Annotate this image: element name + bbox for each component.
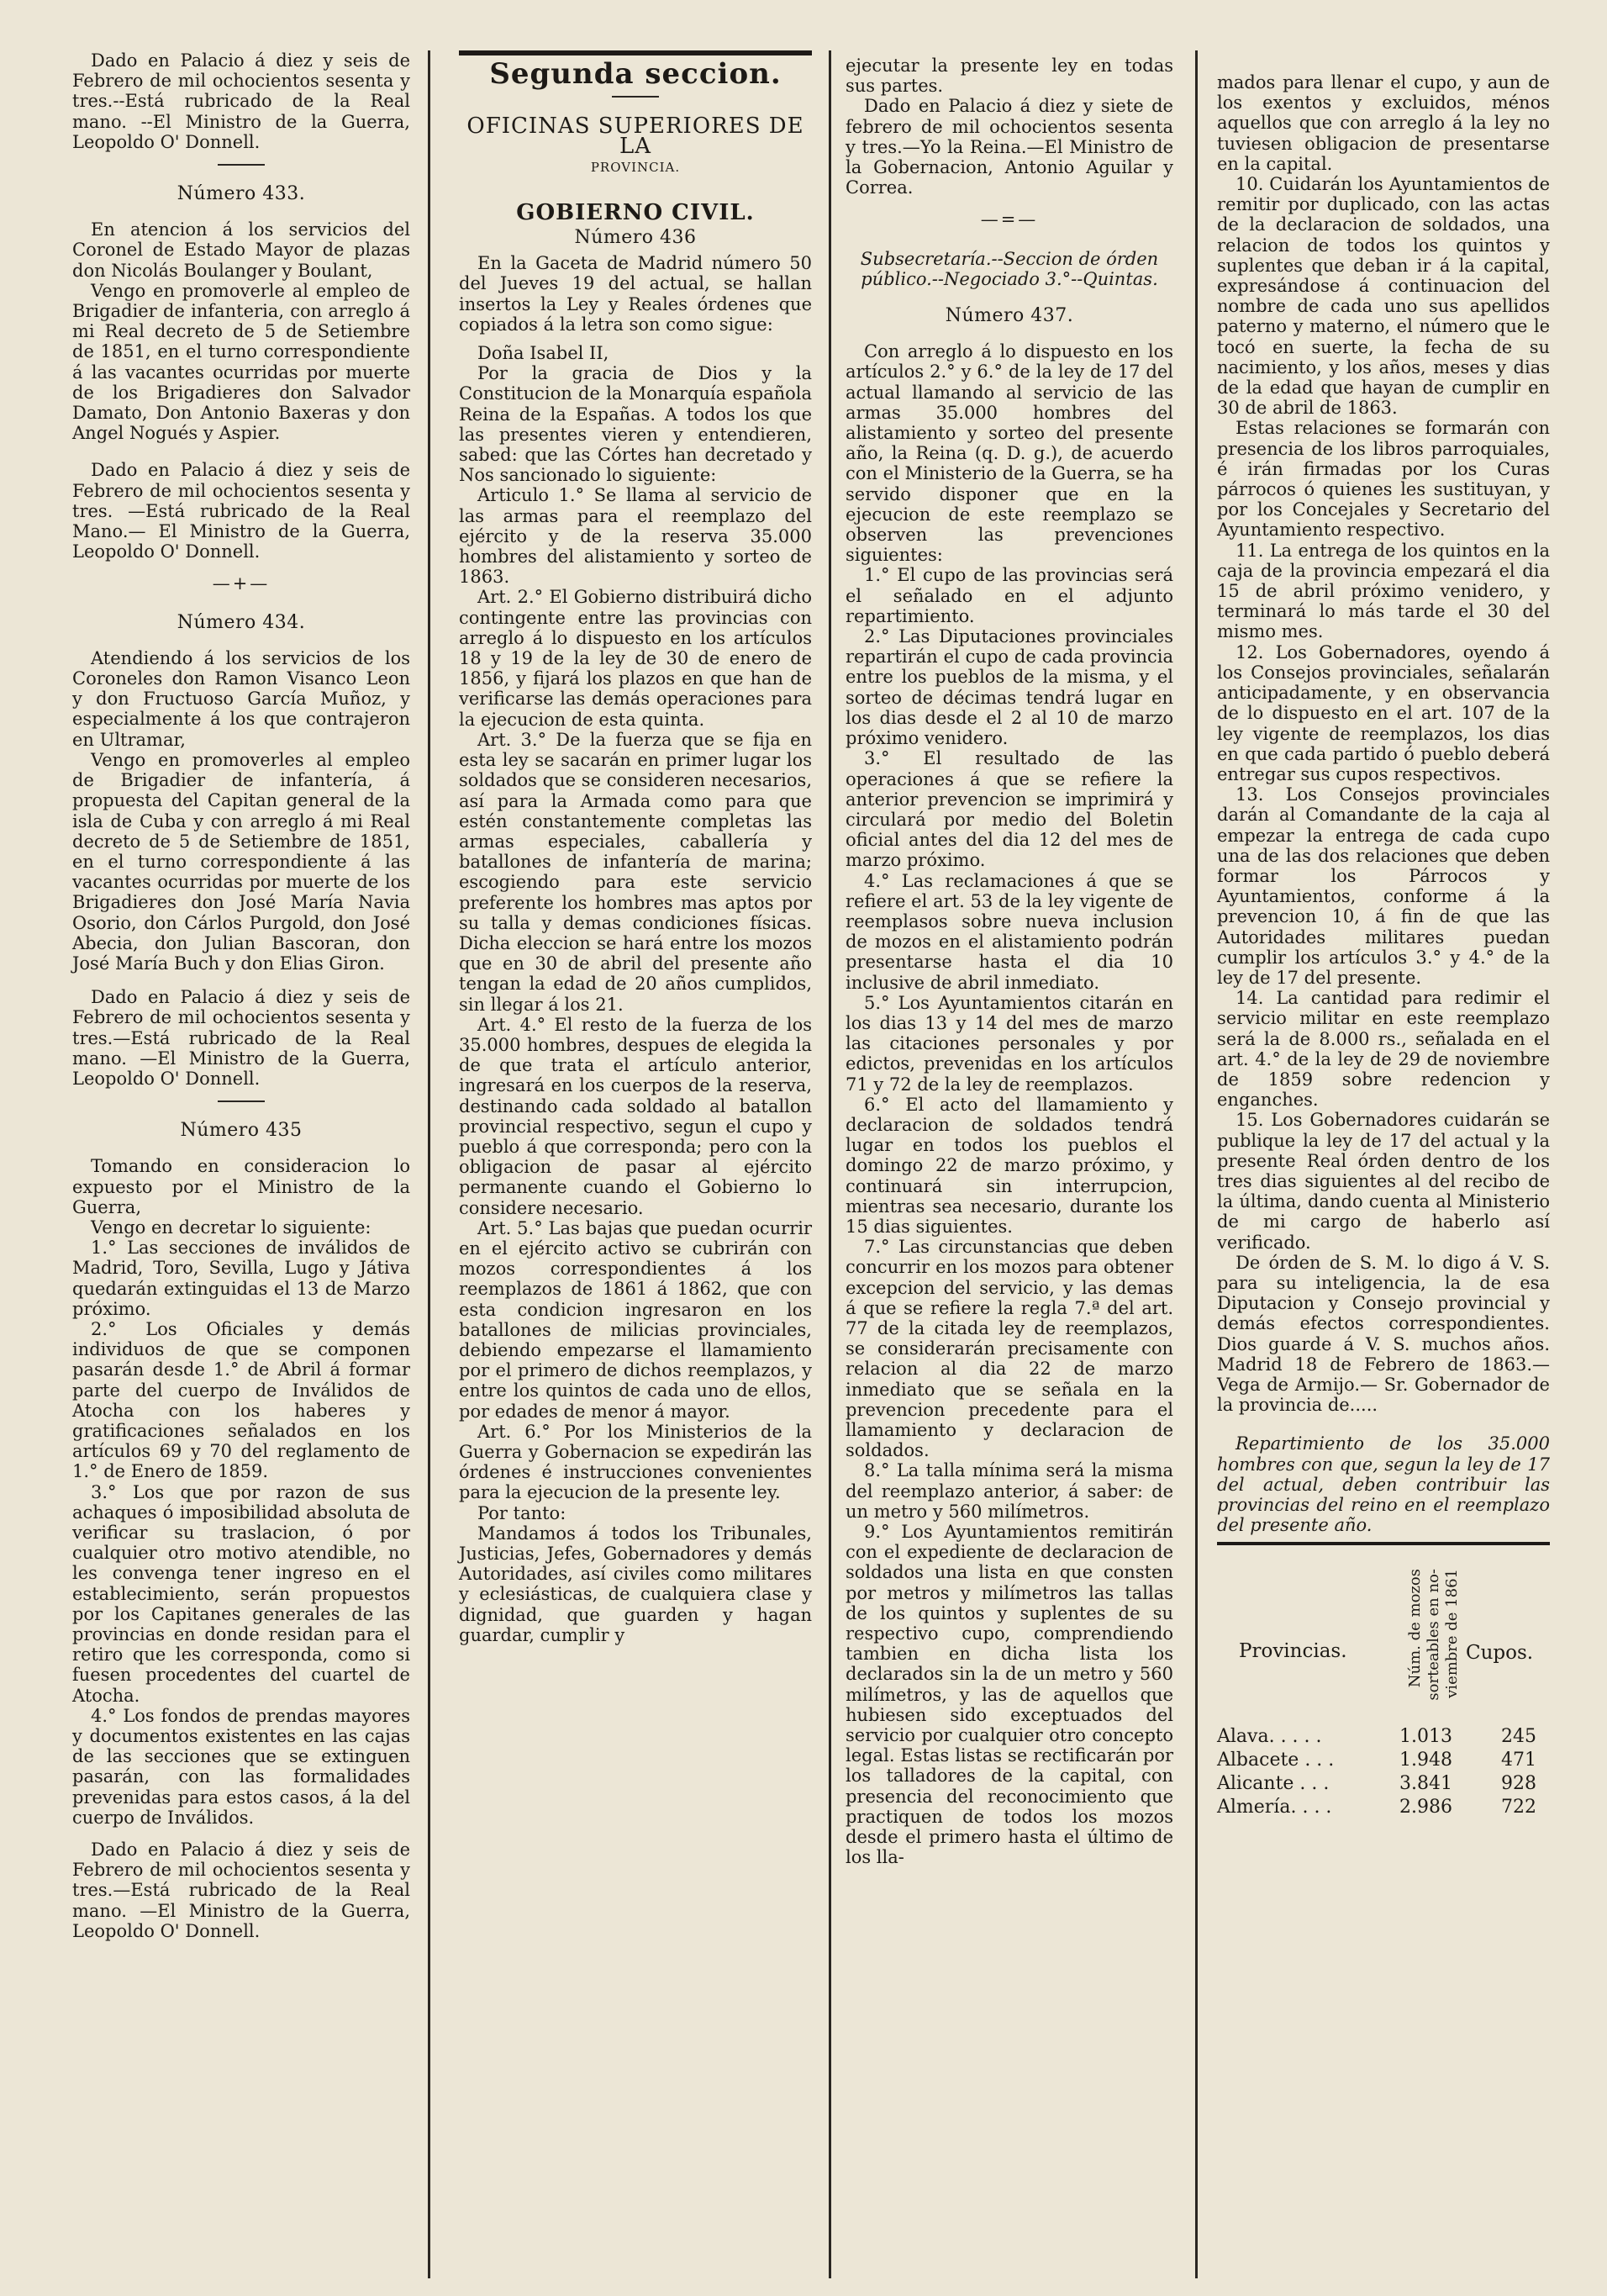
- paragraph: Tomando en consideracion lo expuesto por el Ministro de la Guerra,: [72, 1156, 410, 1217]
- paragraph: Por la gracia de Dios y la Constitucion de la Monarquía española Reina de la Españas. A todos los que las presentes vieren y entendieren, sabed: que las Córtes han decretado y Nos sancionado lo siguiente:: [459, 363, 812, 486]
- office-heading: OFICINAS SUPERIORES DE LA: [466, 113, 804, 160]
- separator: [612, 96, 659, 98]
- paragraph: 13. Los Consejos provinciales darán al Comandante de la caja al empezar la entrega de cada cupo una de las dos relaciones que deben formar los Párrocos y Ayuntamientos, conforme á la prevencion 10, á fin de que las Autoridades militares puedan cumplir los artículos 3.° y 4.° de la ley de 17 del presente.: [1217, 784, 1550, 988]
- paragraph: mados para llenar el cupo, y aun de los exentos y excluidos, ménos aquellos que con arreglo á la ley no tuviesen obligacion de presentarse en la capital.: [1217, 72, 1550, 174]
- table-row: [1217, 1725, 1550, 1749]
- section-rule: [459, 50, 812, 55]
- paragraph: Atendiendo á los servicios de los Coroneles don Ramon Visanco Leon y don Fructuoso García Muñoz, y especialmente á los que contrajeron en Ultramar,: [72, 647, 410, 750]
- paragraph: Con arreglo á lo dispuesto en los artículos 2.° y 6.° de la ley de 17 del actual llamando al servicio de las armas 35.000 hombres del alistamiento y sorteo del presente año, la Reina (q. D. g.), de acuerdo con el Ministerio de la Guerra, se ha servido disponer que en la ejecucion de este reemplazo se observen las prevenciones siguientes:: [846, 341, 1173, 566]
- table-row: [1217, 1796, 1550, 1819]
- paragraph: 6.° El acto del llamamiento y declaracion de soldados tendrá lugar en todos los pueblos el domingo 22 de marzo próximo, y continuará sin interrupcion, mientras sea necesario, durante los 15 dias siguientes.: [846, 1094, 1173, 1237]
- header-cupos: Cupos.: [1466, 1642, 1534, 1665]
- decree-signature: Dado en Palacio á diez y seis de Febrero de mil ochocientos sesenta y tres.—Está rubricado de la Real mano. —El Ministro de la Guerra, Leopoldo O' Donnell.: [72, 987, 410, 1089]
- column-1: [72, 50, 410, 1941]
- paragraph: ejecutar la presente ley en todas sus partes.: [846, 55, 1173, 97]
- paragraph: 4.° Las reclamaciones á que se refiere el art. 53 de la ley vigente de reemplasos sobre nueva inclusion de mozos en el alistamiento podrán presentarse hasta el dia 10 inclusive de abril inmediato.: [846, 870, 1173, 993]
- paragraph: 8.° La talla mínima será la misma del reemplazo anterior, á saber: de un metro y 560 milímetros.: [846, 1460, 1173, 1522]
- paragraph: 11. La entrega de los quintos en la caja de la provincia empezará el dia 15 de abril próximo venidero, y terminará lo más tarde el 30 del mismo mes.: [1217, 540, 1550, 642]
- separator: —=—: [980, 209, 1039, 230]
- paragraph: En atencion á los servicios del Coronel de Estado Mayor de plazas don Nicolás Boulanger y Boulant,: [72, 219, 410, 281]
- paragraph: 14. La cantidad para redimir el servicio militar en este reemplazo será la de 8.000 rs., señalada en el art. 4.° de la ley de 29 de noviembre de 1859 sobre redencion y enganches.: [1217, 988, 1550, 1111]
- decree-number: Número 435: [180, 1120, 303, 1142]
- cell-cupos: 245: [1501, 1726, 1536, 1748]
- paragraph: Doña Isabel II,: [477, 343, 609, 364]
- paragraph: Art. 2.° El Gobierno distribuirá dicho contingente entre las provincias con arreglo á lo dispuesto en los artículos 18 y 19 de la ley de 30 de enero de 1856, y fijará los plazos en que han de verificarse las demás operaciones para la ejecucion de esta quinta.: [459, 587, 812, 730]
- decree-number: Número 434.: [177, 611, 306, 633]
- cell-mozos: 1.013: [1399, 1726, 1452, 1748]
- header-mozos-line: sorteables en no-: [1425, 1569, 1442, 1702]
- separator: —+—: [212, 573, 271, 594]
- decree-number: Número 436: [574, 227, 697, 249]
- cell-province: Alicante . . .: [1217, 1773, 1330, 1795]
- paragraph: 5.° Los Ayuntamientos citarán en los dias 13 y 14 del mes de marzo las citaciones personales y por edictos, prevenidas en los artículos 71 y 72 de la ley de reemplazos.: [846, 992, 1173, 1095]
- header-mozos: [1373, 1569, 1508, 1712]
- paragraph: 15. Los Gobernadores cuidarán se publique la ley de 17 del actual y la presente Real órden dentro de los tres dias siguientes al del recibo de la última, dando cuenta al Ministerio de mi cargo de haberlo así verificado.: [1217, 1110, 1550, 1253]
- decree-signature: Dado en Palacio á diez y seis de Febrero de mil ochocientos sesenta y tres. —Está rubricado de la Real Mano.— El Ministro de la Guerra, Leopoldo O' Donnell.: [72, 460, 410, 562]
- paragraph: 10. Cuidarán los Ayuntamientos de remitir por duplicado, con las actas de la declaracion de soldados, una relacion de todos los quintos y suplentes que deban ir á la capital, expresándose á continuacion del nombre de cada uno sus apellidos paterno y materno, el número que le tocó en suerte, la fecha de su nacimiento, y los años, meses y dias de la edad que hayan de cumplir en 30 de abril de 1863.: [1217, 174, 1550, 419]
- column-3: [846, 55, 1173, 1867]
- table-row: [1217, 1772, 1550, 1796]
- subsection-heading: Subsecretaría.--Seccion de órden público.--Negociado 3.°--Quintas.: [860, 248, 1159, 289]
- paragraph: Art. 3.° De la fuerza que se fija en esta ley se sacarán en primer lugar los soldados que se consideren necesarios, así para la Armada como para que estén constantemente completas las armas especiales, caballería y batallones de infantería de marina; escogiendo para este servicio preferente los hombres mas aptos por su talla y demas condiciones físicas. Dicha eleccion se hará entre los mozos que en 30 de abril del presente año tengan la edad de 20 años cumplidos, sin llegar á los 21.: [459, 729, 812, 1015]
- paragraph: Mandamos á todos los Tribunales, Justicias, Jefes, Gobernadores y demás Autoridades, así civiles como militares y eclesiásticas, de cualquiera clase y dignidad, que guarden y hagan guardar, cumplir y: [459, 1523, 812, 1645]
- decree-signature: Dado en Palacio á diez y seis de Febrero de mil ochocientos sesenta y tres.—Está rubricado de la Real mano. —El Ministro de la Guerra, Leopoldo O' Donnell.: [72, 1839, 410, 1941]
- table-row: [1217, 1749, 1550, 1772]
- quota-table: [1217, 1433, 1550, 1819]
- paragraph: De órden de S. M. lo digo á V. S. para su inteligencia, la de esa Diputacion y Consejo provincial y demás efectos correspondientes. Dios guarde á V. S. muchos años. Madrid 18 de Febrero de 1863.— Vega de Armijo.— Sr. Gobernador de la provincia de.....: [1217, 1252, 1550, 1416]
- separator: [218, 1100, 265, 1102]
- decree-number: Número 437.: [945, 305, 1074, 327]
- column-rule: [428, 50, 430, 2278]
- paragraph: 1.° Las secciones de inválidos de Madrid, Toro, Sevilla, Lugo y Játiva quedarán extinguidas el 13 de Marzo próximo.: [72, 1238, 410, 1319]
- paragraph: 12. Los Gobernadores, oyendo á los Consejos provinciales, señalarán anticipadamente, y en observancia de lo dispuesto en el art. 107 de la ley vigente de reemplazos, los dias en que cada partido ó pueblo deberá entregar sus cupos respectivos.: [1217, 641, 1550, 784]
- paragraph: Art. 4.° El resto de la fuerza de los 35.000 hombres, despues de elegida la de que trata el artículo anterior, ingresará en los cuerpos de la reserva, destinando cada soldado al batallon provincial respectivo, segun el cupo y pueblo á que corresponda; pero con la obligacion de pasar al ejército permanente cuando el Gobierno lo considere necesario.: [459, 1014, 812, 1218]
- header-provincias: Provincias.: [1239, 1640, 1347, 1663]
- paragraph: Vengo en promoverles al empleo de Brigadier de infantería, á propuesta del Capitan general de la isla de Cuba y con arreglo á mi Real decreto de 5 de Setiembre de 1851, en el turno correspondiente á las vacantes ocurridas por muerte de los Brigadieres don José María Navia Osorio, don Cárlos Purgold, don José Abecia, don Julian Bascoran, don José María Buch y don Elias Giron.: [72, 749, 410, 974]
- cell-mozos: 2.986: [1399, 1797, 1452, 1818]
- table-header: [1217, 1565, 1550, 1725]
- cell-mozos: 1.948: [1399, 1750, 1452, 1771]
- column-4: [1217, 72, 1550, 1819]
- office-subheading: PROVINCIA.: [590, 159, 681, 175]
- column-rule: [1195, 50, 1198, 2278]
- header-mozos-line: viembre de 1861: [1443, 1569, 1461, 1699]
- column-2: [459, 50, 812, 1645]
- paragraph: 4.° Los fondos de prendas mayores y documentos existentes en las cajas de las secciones que se extinguen pasarán, con las formalidades prevenidas para estos casos, á la del cuerpo de Inválidos.: [72, 1705, 410, 1828]
- paragraph: Vengo en promoverle al empleo de Brigadier de infanteria, con arreglo á mi Real decreto de 5 de Setiembre de 1851, en el turno correspondiente á las vacantes ocurridas por muerte de los Brigadieres don Salvador Damato, Don Antonio Baxeras y don Angel Nogués y Aspier.: [72, 280, 410, 444]
- decree-signature: Dado en Palacio á diez y siete de febrero de mil ochocientos sesenta y tres.—Yo la Reina.—El Ministro de la Gobernacion, Antonio Aguilar y Correa.: [846, 96, 1173, 198]
- column-rule: [829, 50, 831, 2278]
- cell-cupos: 722: [1501, 1797, 1536, 1818]
- cell-cupos: 928: [1501, 1773, 1536, 1795]
- paragraph: 2.° Los Oficiales y demás individuos de que se componen pasarán desde 1.° de Abril á formar parte del cuerpo de Inválidos de Atocha con los haberes y gratificaciones señalados en los artículos 69 y 70 del reglamento de 1.° de Enero de 1859.: [72, 1318, 410, 1482]
- paragraph: Art. 5.° Las bajas que puedan ocurrir en el ejército activo se cubrirán con mozos correspondientes á los reemplazos de 1861 á 1862, que con esta condicion ingresaron en los batallones de milicias provinciales, debiendo empezarse el llamamiento por el primero de dichos reemplazos, y entre los quintos de cada uno de ellos, por edades de menor á mayor.: [459, 1217, 812, 1422]
- paragraph: Estas relaciones se formarán con presencia de los libros parroquiales, é irán firmadas por los Curas párrocos ó quienes les sustituyan, y por los Concejales y Secretario del Ayuntamiento respectivo.: [1217, 418, 1550, 541]
- paragraph: Art. 6.° Por los Ministerios de la Guerra y Gobernacion se expedirán las órdenes é instrucciones convenientes para la ejecucion de la presente ley.: [459, 1421, 812, 1503]
- table-caption: Repartimiento de los 35.000 hombres con que, segun la ley de 17 del actual, deben contribuir las provincias del reino en el reemplazo del presente año.: [1217, 1433, 1550, 1536]
- cell-province: Almería. . . .: [1217, 1797, 1332, 1818]
- table-rule: [1217, 1542, 1550, 1545]
- cell-cupos: 471: [1501, 1750, 1536, 1771]
- separator: [218, 164, 265, 166]
- paragraph: Articulo 1.° Se llama al servicio de las armas para el reemplazo del ejército y de la reserva 35.000 hombres del alistamiento y sorteo de 1863.: [459, 485, 812, 588]
- paragraph: Vengo en decretar lo siguiente:: [91, 1217, 371, 1238]
- paragraph: En la Gaceta de Madrid número 50 del Jueves 19 del actual, se hallan insertos la Ley y Reales órdenes que copiados á la letra son como sigue:: [459, 253, 812, 335]
- cell-mozos: 3.841: [1399, 1773, 1452, 1795]
- paragraph: 3.° Los que por razon de sus achaques ó imposibilidad absoluta de verificar su traslacion, ó por cualquier otro motivo atendible, no les convenga tener ingreso en el establecimiento, serán propuestos por los Capitanes generales de las provincias en donde residan para el retiro que les corresponda, como si fuesen procedentes del cuartel de Atocha.: [72, 1481, 410, 1706]
- paragraph: 7.° Las circunstancias que deben concurrir en los mozos para obtener excepcion del servicio, y las demas á que se refiere la regla 7.ª del art. 77 de la citada ley de reemplazos, se considerarán precisamente con relacion al dia 22 de marzo inmediato que se señala en la prevencion precedente para el llamamiento y declaracion de soldados.: [846, 1237, 1173, 1461]
- header-mozos-line: Núm. de mozos: [1406, 1569, 1424, 1688]
- paragraph: 3.° El resultado de las operaciones á que se refiere la anterior prevencion se imprimirá y circulará por medio del Boletin oficial antes del dia 12 del mes de marzo próximo.: [846, 748, 1173, 871]
- section-title: Segunda seccion.: [489, 57, 782, 91]
- cell-province: Albacete . . .: [1217, 1750, 1335, 1771]
- decree-number: Número 433.: [177, 183, 306, 205]
- government-heading: GOBIERNO CIVIL.: [516, 199, 755, 225]
- paragraph: 1.° El cupo de las provincias será el señalado en el adjunto repartimiento.: [846, 565, 1173, 626]
- paragraph: 9.° Los Ayuntamientos remitirán con el expediente de declaracion de soldados una lista en que consten por metros y milímetros las tallas de los quintos y suplentes de su respectivo cupo, comprendiendo tambien en dicha lista los declarados sin la de un metro y 560 milímetros, y las de aquellos que hubiesen sido exceptuados del servicio por cualquier otro concepto legal. Estas listas se rectificarán por los talladores de la capital, con presencia del reconocimiento que practiquen de todos los mozos desde el primero hasta el último de los lla-: [846, 1522, 1173, 1868]
- paragraph: Por tanto:: [477, 1502, 566, 1523]
- decree-signature: Dado en Palacio á diez y seis de Febrero de mil ochocientos sesenta y tres.--Está rubricado de la Real mano. --El Ministro de la Guerra, Leopoldo O' Donnell.: [72, 50, 410, 152]
- paragraph: 2.° Las Diputaciones provinciales repartirán el cupo de cada provincia entre los pueblos de la misma, y el sorteo de décimas tendrá lugar en los dias desde el 2 al 10 de marzo próximo venidero.: [846, 626, 1173, 749]
- cell-province: Alava. . . . .: [1217, 1726, 1322, 1748]
